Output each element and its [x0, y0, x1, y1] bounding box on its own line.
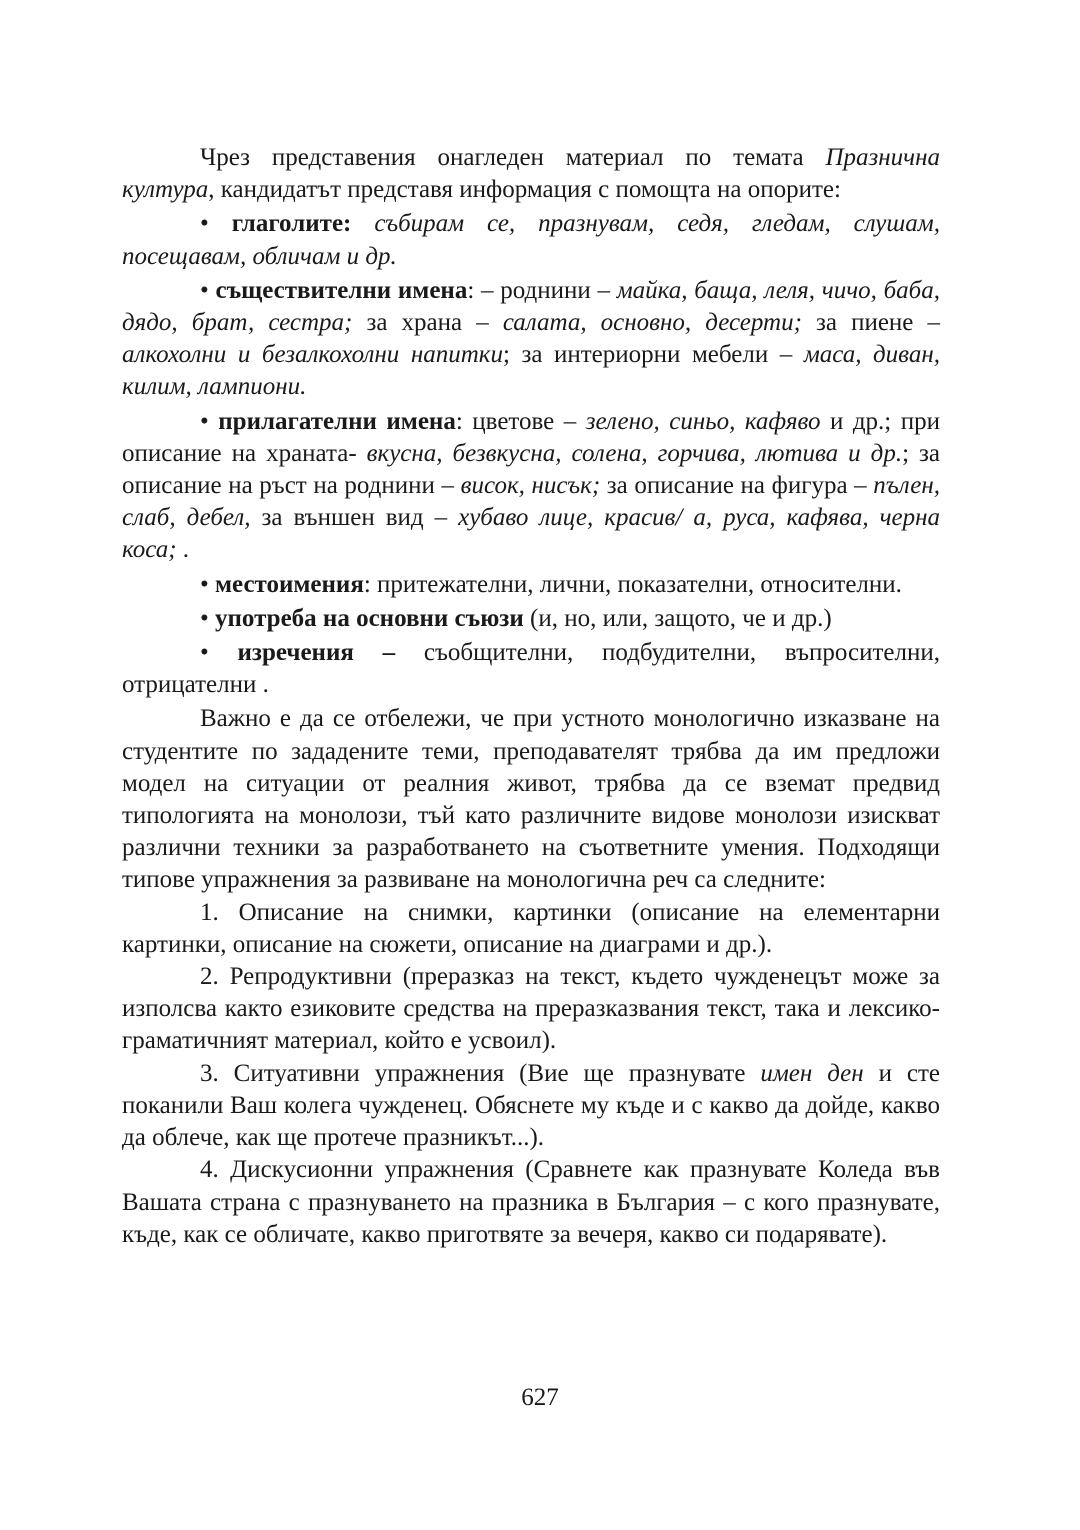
adjectives-height: висок, нисък;: [460, 472, 601, 500]
adjectives-end: .: [176, 536, 190, 564]
adjectives-looks-label: за външен вид –: [250, 504, 459, 532]
intro-paragraph: [122, 142, 940, 206]
bullet-icon: •: [200, 210, 209, 238]
conjunctions-text: (и, но, или, защото, че и др.): [523, 604, 832, 632]
exercise-item-2: 2. Репродуктивни (преразказ на текст, където чужденецът може за изполсва както езиковите средства на преразказвания текст, така и лексико-граматичният материал, който е усвоил).: [122, 963, 940, 1055]
verbs-paragraph: [122, 208, 940, 272]
exercise-item-3: [122, 1058, 940, 1155]
nouns-furniture-label: ; за интериорни мебели –: [502, 341, 804, 369]
sentences-text: съобщителни, подбудителни, въпросителни, отрицателни .: [122, 639, 940, 699]
nouns-drink-label: за пиене –: [801, 309, 940, 337]
adjectives-colors-label: : цветове –: [455, 407, 586, 435]
adjectives-food: вкусна, безвкусна, солена, горчива, лютива и др.: [366, 439, 903, 467]
verbs-examples: събирам се, празнувам, седя, гледам, слушам, посещавам, обличам и др.: [122, 210, 940, 270]
adjectives-label: прилагателни имена: [218, 407, 456, 435]
nouns-colon: : – роднини –: [467, 276, 617, 304]
pronouns-text: : притежателни, лични, показателни, относителни.: [363, 570, 902, 598]
adjectives-figure: пълен, слаб, дебел,: [122, 472, 941, 532]
exercise-item-4: 4. Дискусионни упражнения (Сравнете как празнувате Коледа във Вашата страна с празнуването на празника в България – с кого празнувате, къде, как се обличате, какво приготвяте за вечеря, какво си подарявате).: [122, 1156, 940, 1248]
document-body: [122, 142, 940, 1251]
nouns-relatives: майка, баща, леля, чичо, баба, дядо, брат, сестра;: [122, 276, 940, 337]
adjectives-colors: зелено, синьо, кафяво: [585, 407, 821, 435]
exercise-item-1: 1. Описание на снимки, картинки (описание на елементарни картинки, описание на сюжети, описание на диаграми и др.).: [122, 898, 940, 958]
intro-topic: Празнична култура: [122, 144, 940, 204]
bullet-icon: •: [200, 604, 209, 632]
verbs-label: глаголите:: [231, 210, 352, 238]
bullet-icon: •: [200, 407, 209, 435]
main-paragraph: Важно е да се отбележи, че при устното монологично изказване на студентите по зададените теми, преподавателят трябва да им предложи модел на ситуации от реалния живот, трябва да се вземат предвид типологията на монолози, тъй като различните видове монолози изискват различни техники за разработването на съответните умения. Подходящи типове упражнения за развиване на монологична реч са следните:: [122, 705, 940, 894]
intro-text: Чрез представения онагледен материал по темата: [200, 144, 826, 171]
adjectives-height-label: ; за описание на ръст на роднини –: [122, 439, 940, 500]
pronouns-paragraph: [122, 569, 940, 601]
conjunctions-label: употреба на основни съюзи: [215, 604, 524, 632]
bullet-icon: •: [200, 276, 209, 304]
adjectives-figure-label: за описание на фигура –: [600, 472, 874, 500]
pronouns-label: местоимения: [215, 570, 364, 598]
adjectives-looks: хубаво лице, красив/ а, руса, кафява, черна коса;: [122, 504, 941, 564]
conjunctions-paragraph: [122, 603, 940, 635]
nouns-food-label: за храна –: [352, 309, 503, 337]
exercise-item-3-italic: имен ден: [760, 1059, 864, 1087]
sentences-paragraph: [122, 637, 940, 701]
nouns-label: съществителни имена: [215, 276, 468, 304]
exercise-item-3-start: 3. Ситуативни упражнения (Вие ще празнувате: [200, 1059, 761, 1087]
nouns-food: салата, основно, десерти;: [502, 309, 802, 337]
bullet-icon: •: [200, 570, 209, 598]
bullet-icon: •: [200, 639, 209, 667]
page-number: 627: [521, 1384, 559, 1411]
intro-rest: , кандидатът представя информация с помощта на опорите:: [208, 176, 841, 204]
nouns-furniture: маса, диван, килим, лампиони.: [122, 341, 940, 401]
sentences-label: изречения –: [237, 639, 396, 667]
adjectives-colors-end: и др.; при описание на храната-: [122, 407, 940, 467]
exercise-item-3-end: и сте поканили Ваш колега чужденец. Обяснете му къде и с какво да дойде, какво да облече, как ще протече празникът...).: [122, 1059, 940, 1152]
nouns-paragraph: [122, 275, 940, 404]
nouns-drink: алкохолни и безалкохолни напитки: [122, 341, 503, 369]
adjectives-paragraph: [122, 406, 940, 567]
